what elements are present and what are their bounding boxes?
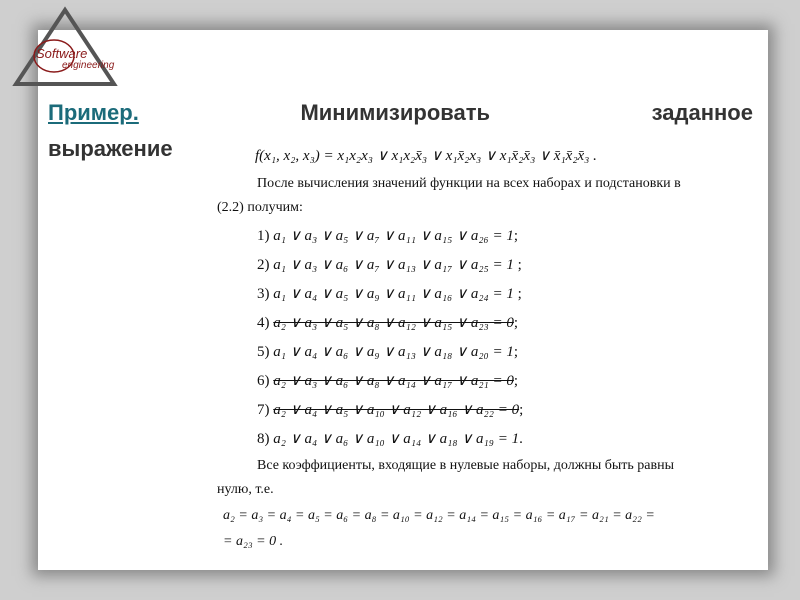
title-word-given: заданное xyxy=(651,100,753,125)
equation-1 xyxy=(257,226,518,245)
paragraph-2-line-2: нулю, т.е. xyxy=(217,482,274,497)
equation-6-struck xyxy=(257,371,518,390)
equation-expression: a₁ ∨ a₄ ∨ a₆ ∨ a₉ ∨ a₁₃ ∨ a₁₈ ∨ a₂₀ = 1 xyxy=(273,344,514,360)
equation-expression: a₂ ∨ a₄ ∨ a₅ ∨ a₁₀ ∨ a₁₂ ∨ a₁₆ ∨ a₂₂ = 0 xyxy=(273,402,520,418)
equation-end: ; xyxy=(513,344,519,360)
equation-expression: a₂ ∨ a₃ ∨ a₅ ∨ a₈ ∨ a₁₂ ∨ a₁₅ ∨ a₂₃ = 0 xyxy=(273,315,514,331)
equation-number: 1) xyxy=(257,228,270,244)
equation-7-struck xyxy=(257,400,523,419)
equation-3 xyxy=(257,284,522,303)
final-equality-line-1: a₂ = a₃ = a₄ = a₅ = a₆ = a₈ = a₁₀ = a₁₂ = a₁₄ = a₁₅ = a₁₆ = a₁₇ = a₂₁ = a₂₂ = xyxy=(223,508,655,523)
equation-number: 7) xyxy=(257,402,270,418)
equation-number: 2) xyxy=(257,257,270,273)
equation-expression: a₂ ∨ a₃ ∨ a₆ ∨ a₈ ∨ a₁₄ ∨ a₁₇ ∨ a₂₁ = 0 xyxy=(273,373,514,389)
equation-end: ; xyxy=(513,373,519,389)
equation-5 xyxy=(257,342,518,361)
equation-number: 4) xyxy=(257,315,270,331)
equation-end: ; xyxy=(513,286,522,302)
equation-expression: a₁ ∨ a₃ ∨ a₆ ∨ a₇ ∨ a₁₃ ∨ a₁₇ ∨ a₂₅ = 1 xyxy=(273,257,514,273)
equation-end: ; xyxy=(513,315,519,331)
equation-end: ; xyxy=(513,257,522,273)
equation-number: 8) xyxy=(257,431,270,447)
equation-end: ; xyxy=(519,402,524,418)
logo-text-software: Software xyxy=(36,46,88,61)
equation-number: 5) xyxy=(257,344,270,360)
title-word-minimize: Минимизировать xyxy=(300,100,491,125)
equation-2 xyxy=(257,255,522,274)
scanned-document xyxy=(205,140,710,555)
equation-end: . xyxy=(519,431,523,447)
software-engineering-logo xyxy=(10,6,120,84)
paragraph-1-line-1: После вычисления значений функции на всех наборах и подстановки в xyxy=(257,176,681,191)
equation-expression: a₁ ∨ a₄ ∨ a₅ ∨ a₉ ∨ a₁₁ ∨ a₁₆ ∨ a₂₄ = 1 xyxy=(273,286,514,302)
equation-number: 6) xyxy=(257,373,270,389)
title-example-word: Пример. xyxy=(48,100,139,125)
equation-expression: a₂ ∨ a₄ ∨ a₆ ∨ a₁₀ ∨ a₁₄ ∨ a₁₈ ∨ a₁₉ = 1 xyxy=(273,431,520,447)
equation-4-struck xyxy=(257,313,518,332)
final-equality-line-2: = a₂₃ = 0 . xyxy=(223,534,284,549)
equation-8 xyxy=(257,429,523,448)
logo-text-engineering: engineering xyxy=(62,60,115,71)
equation-end: ; xyxy=(513,228,519,244)
paragraph-2-line-1: Все коэффициенты, входящие в нулевые наборы, должны быть равны xyxy=(257,458,675,473)
paragraph-1-line-2: (2.2) получим: xyxy=(217,200,303,215)
function-formula: f(x₁, x₂, x₃) = x₁x₂x₃ ∨ x₁x₂x̄₃ ∨ x₁x̄₂x₃ ∨ x₁x̄₂x̄₃ ∨ x̄₁x̄₂x̄₃ . xyxy=(255,148,597,164)
title-line2: выражение xyxy=(48,136,173,161)
equation-expression: a₁ ∨ a₃ ∨ a₅ ∨ a₇ ∨ a₁₁ ∨ a₁₅ ∨ a₂₆ = 1 xyxy=(273,228,514,244)
equation-number: 3) xyxy=(257,286,270,302)
